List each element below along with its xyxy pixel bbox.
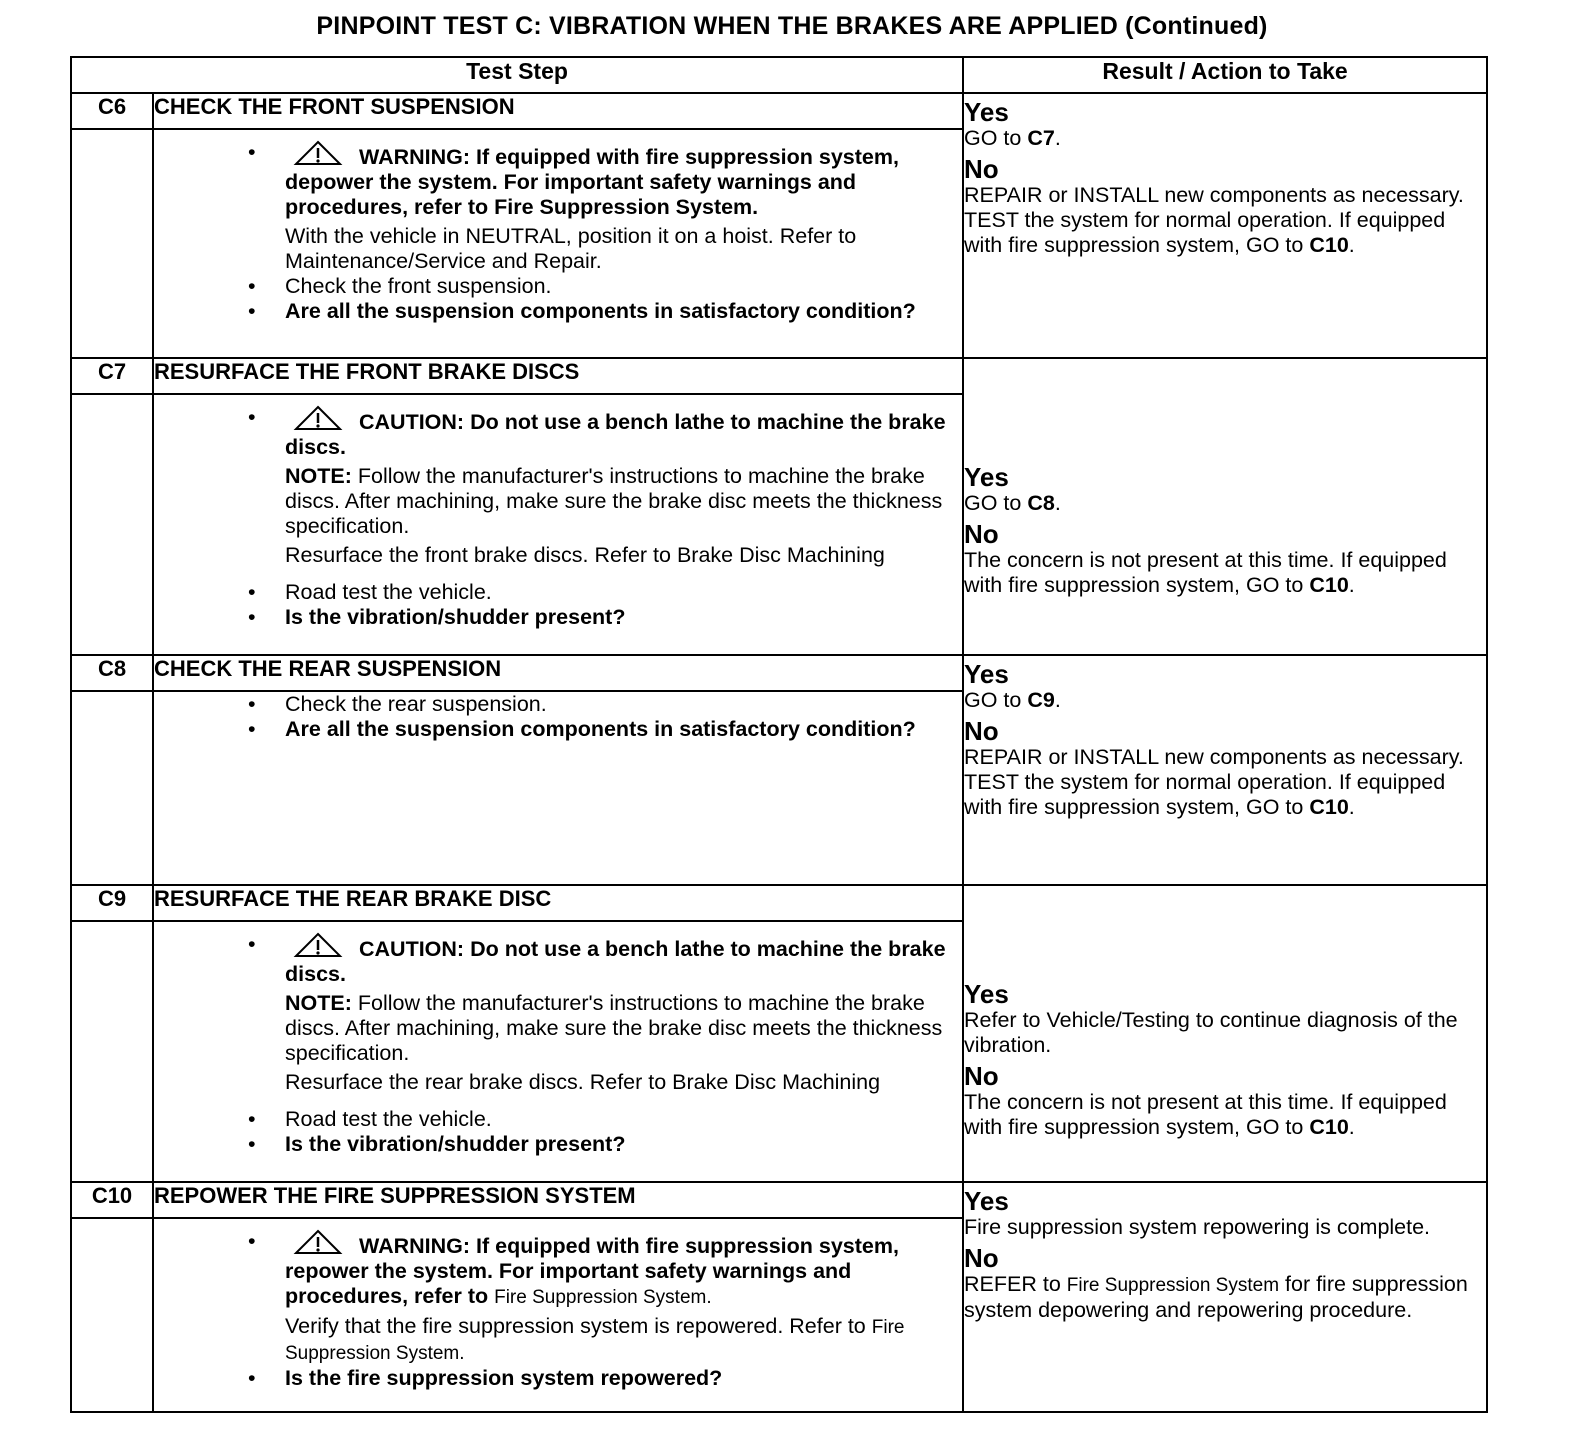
yes-label: Yes [964, 1186, 1009, 1216]
note-text: NOTE: Follow the manufacturer's instructions to machine the brake discs. After machining, make sure the brake disc meets the thickness specification. [285, 991, 943, 1065]
step-c10-result: Yes Fire suppression system repowering is complete. No REFER to Fire Suppression System for fire suppression system depowering and repowering procedure. [963, 1182, 1487, 1412]
yes-label: Yes [964, 462, 1009, 492]
step-c9-title-row [71, 885, 1487, 921]
page-title: PINPOINT TEST C: VIBRATION WHEN THE BRAKES ARE APPLIED (Continued) [316, 12, 1268, 40]
no-text: The concern is not present at this time. If equipped with fire suppression system, GO to [964, 1090, 1447, 1139]
column-header-test-step: Test Step [71, 57, 963, 93]
yes-text: GO to [964, 126, 1022, 150]
no-label: No [964, 519, 999, 549]
yes-ref: C8 [1027, 491, 1055, 515]
step-id: C10 [71, 1182, 153, 1218]
yes-ref: C9 [1027, 688, 1055, 712]
warning-triangle-icon [293, 932, 343, 958]
no-text: REFER to [964, 1272, 1061, 1296]
yes-text: Refer to Vehicle/Testing to continue diagnosis of the vibration. [964, 1008, 1458, 1057]
column-header-result: Result / Action to Take [963, 57, 1487, 93]
list-item: • Is the vibration/shudder present? [248, 605, 626, 629]
list-item: • WARNING: If equipped with fire suppression system, repower the system. For important safety warnings and procedures, refer to Fire Suppression System. [248, 1229, 899, 1308]
list-item: • CAUTION: Do not use a bench lathe to machine the brake discs. [248, 932, 946, 986]
pinpoint-test-table [70, 56, 1488, 1413]
step-text: With the vehicle in NEUTRAL, position it on a hoist. Refer to Maintenance/Service and Repair. [285, 224, 857, 273]
step-id: C9 [71, 885, 153, 921]
step-text: Resurface the front brake discs. Refer to Brake Disc Machining [285, 543, 885, 567]
yes-ref: C7 [1027, 126, 1055, 150]
list-item: • Check the front suspension. [248, 274, 552, 298]
step-c6-title-row [71, 93, 1487, 129]
step-c7-result: Yes GO to C8. No The concern is not present at this time. If equipped with fire suppression system, GO to C10. [963, 358, 1487, 655]
warning-triangle-icon [293, 405, 343, 431]
no-text: The concern is not present at this time. If equipped with fire suppression system, GO to [964, 548, 1447, 597]
no-ref: C10 [1309, 233, 1349, 257]
step-c10-body [153, 1218, 963, 1412]
step-c6-body [153, 129, 963, 358]
list-item: • WARNING: If equipped with fire suppression system, depower the system. For important safety warnings and procedures, refer to Fire Suppression System. [248, 140, 899, 219]
no-ref: Fire Suppression System [1066, 1275, 1280, 1296]
list-item: • Is the fire suppression system repowered? [248, 1366, 723, 1390]
no-label: No [964, 154, 999, 184]
list-item: • Are all the suspension components in satisfactory condition? [248, 299, 916, 323]
yes-label: Yes [964, 97, 1009, 127]
step-title: CHECK THE FRONT SUSPENSION [153, 93, 963, 129]
list-item: • Is the vibration/shudder present? [248, 1132, 626, 1156]
step-c6-result: Yes GO to C7. No REPAIR or INSTALL new components as necessary. TEST the system for normal operation. If equipped with fire suppression system, GO to C10. [963, 93, 1487, 358]
no-ref: C10 [1309, 1115, 1349, 1139]
step-id: C7 [71, 358, 153, 394]
no-label: No [964, 716, 999, 746]
yes-text: GO to [964, 688, 1022, 712]
step-text: Resurface the rear brake discs. Refer to Brake Disc Machining [285, 1070, 881, 1094]
no-label: No [964, 1061, 999, 1091]
yes-label: Yes [964, 659, 1009, 689]
step-title: RESURFACE THE REAR BRAKE DISC [153, 885, 963, 921]
no-ref: C10 [1309, 795, 1349, 819]
list-item: • CAUTION: Do not use a bench lathe to machine the brake discs. [248, 405, 946, 459]
step-c8-title-row [71, 655, 1487, 691]
note-text: NOTE: Follow the manufacturer's instructions to machine the brake discs. After machining, make sure the brake disc meets the thickness specification. [285, 464, 943, 538]
step-c9-result: Yes Refer to Vehicle/Testing to continue diagnosis of the vibration. No The concern is not present at this time. If equipped with fire suppression system, GO to C10. [963, 885, 1487, 1182]
step-c7-title-row [71, 358, 1487, 394]
no-label: No [964, 1243, 999, 1273]
yes-label: Yes [964, 979, 1009, 1009]
step-id: C8 [71, 655, 153, 691]
step-title: RESURFACE THE FRONT BRAKE DISCS [153, 358, 963, 394]
step-c9-body [153, 921, 963, 1182]
table-header-row [71, 57, 1487, 93]
warning-triangle-icon [293, 1229, 343, 1255]
step-c8-result: Yes GO to C9. No REPAIR or INSTALL new components as necessary. TEST the system for normal operation. If equipped with fire suppression system, GO to C10. [963, 655, 1487, 885]
step-title: CHECK THE REAR SUSPENSION [153, 655, 963, 691]
warning-triangle-icon [293, 140, 343, 166]
list-item: • Check the rear suspension. [248, 692, 547, 716]
no-text: REPAIR or INSTALL new components as necessary. TEST the system for normal operation. If equipped with fire suppression system, GO to [964, 745, 1464, 819]
step-id: C6 [71, 93, 153, 129]
no-ref: C10 [1309, 573, 1349, 597]
list-item: • Are all the suspension components in satisfactory condition? [248, 717, 916, 741]
list-item: • Road test the vehicle. [248, 580, 492, 604]
step-c10-title-row [71, 1182, 1487, 1218]
yes-text: Fire suppression system repowering is complete. [964, 1215, 1431, 1239]
step-c8-body [153, 691, 963, 885]
step-c7-body [153, 394, 963, 655]
step-text: Verify that the fire suppression system is repowered. Refer to Fire Suppression System. [285, 1314, 905, 1364]
list-item: • Road test the vehicle. [248, 1107, 492, 1131]
no-text: REPAIR or INSTALL new components as necessary. TEST the system for normal operation. If equipped with fire suppression system, GO to [964, 183, 1464, 257]
yes-text: GO to [964, 491, 1022, 515]
step-title: REPOWER THE FIRE SUPPRESSION SYSTEM [153, 1182, 963, 1218]
